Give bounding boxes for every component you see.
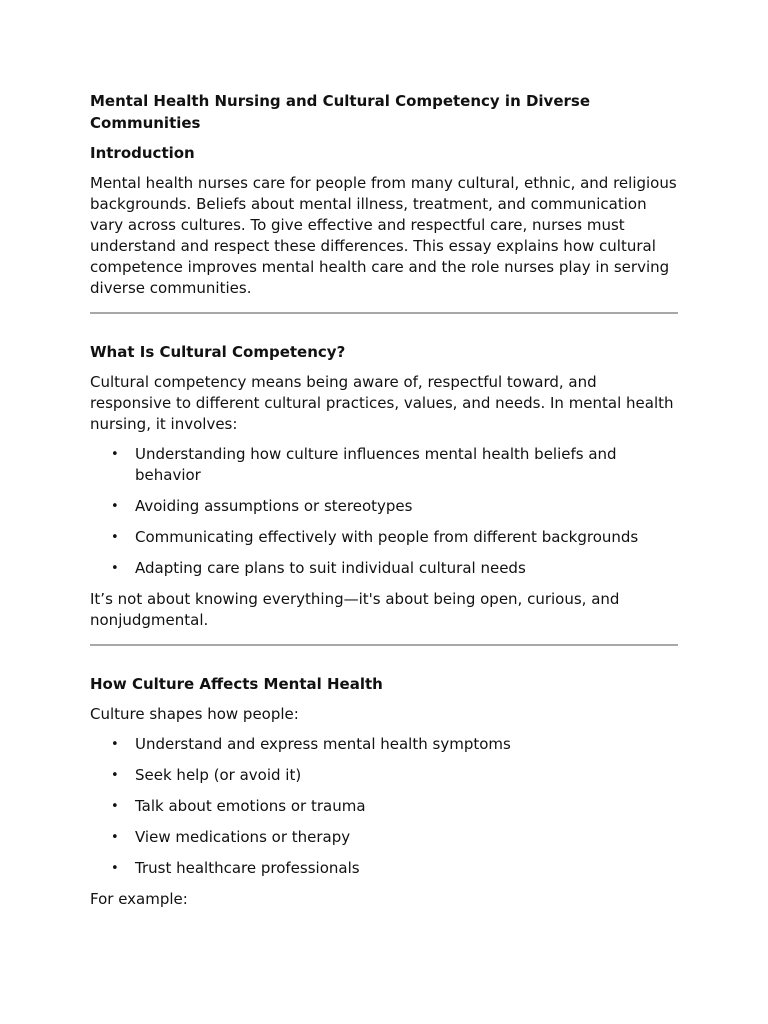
list-item (90, 496, 678, 517)
document-title: Mental Health Nursing and Cultural Competency in Diverse Communities (90, 92, 591, 132)
culture-affects-intro: Culture shapes how people: (90, 705, 299, 723)
cultural-competency-intro: Cultural competency means being aware of, respectful toward, and responsive to different cultural practices, values, and needs. In mental health nursing, it involves: (90, 373, 674, 433)
list-item (90, 796, 678, 817)
introduction-paragraph: Mental health nurses care for people from many cultural, ethnic, and religious backgrounds. Beliefs about mental illness, treatment, and communication vary across cultures. To give effective and respectful care, nurses must understand and respect these differences. This essay explains how cultural competence improves mental health care and the role nurses play in serving diverse communities. (90, 174, 677, 297)
list-item (90, 858, 678, 879)
bullet-icon: • (111, 737, 119, 752)
bullet-icon: • (111, 530, 119, 545)
list-item (90, 527, 678, 548)
culture-affects-list (90, 734, 678, 879)
bullet-icon: • (111, 447, 119, 462)
list-item (90, 444, 678, 486)
section-heading-culture-affects: How Culture Affects Mental Health (90, 675, 383, 693)
list-item (90, 558, 678, 579)
bullet-icon: • (111, 499, 119, 514)
bullet-icon: • (111, 861, 119, 876)
list-item-text: Adapting care plans to suit individual cultural needs (135, 559, 526, 577)
list-item (90, 827, 678, 848)
list-item-text: Communicating effectively with people from different backgrounds (135, 528, 639, 546)
section-heading-introduction: Introduction (90, 144, 195, 162)
section-divider (90, 644, 678, 646)
section-divider (90, 312, 678, 314)
list-item-text: Avoiding assumptions or stereotypes (135, 497, 413, 515)
list-item-text: Trust healthcare professionals (135, 859, 360, 877)
list-item-text: Understanding how culture influences mental health beliefs and behavior (135, 445, 617, 484)
list-item-text: Seek help (or avoid it) (135, 766, 302, 784)
list-item-text: View medications or therapy (135, 828, 351, 846)
section-heading-cultural-competency: What Is Cultural Competency? (90, 343, 346, 361)
culture-affects-closing: For example: (90, 890, 188, 908)
cultural-competency-closing: It’s not about knowing everything—it's about being open, curious, and nonjudgmental. (90, 590, 620, 629)
cultural-competency-list (90, 444, 678, 579)
list-item-text: Understand and express mental health symptoms (135, 735, 511, 753)
bullet-icon: • (111, 768, 119, 783)
list-item (90, 765, 678, 786)
bullet-icon: • (111, 799, 119, 814)
bullet-icon: • (111, 830, 119, 845)
bullet-icon: • (111, 561, 119, 576)
list-item (90, 734, 678, 755)
list-item-text: Talk about emotions or trauma (135, 797, 366, 815)
